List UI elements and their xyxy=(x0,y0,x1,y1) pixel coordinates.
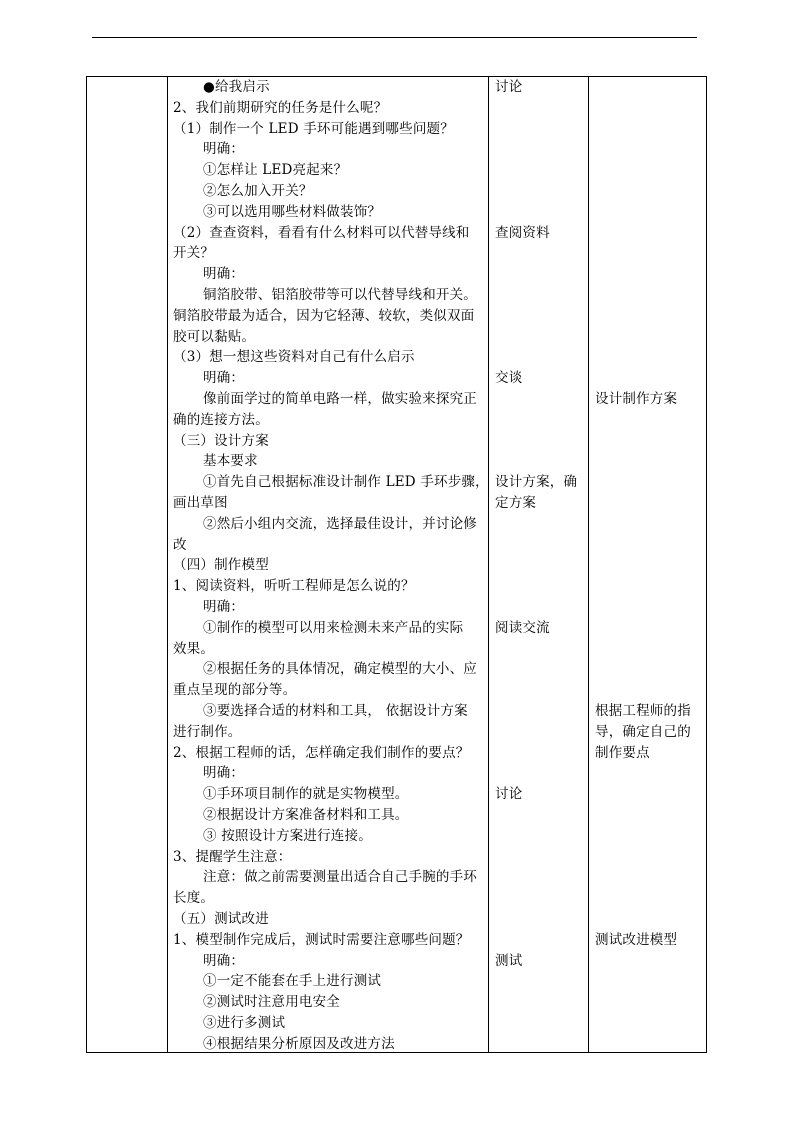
content-line: ①制作的模型可以用来检测未来产品的实际 xyxy=(203,619,464,636)
content-line: ②根据任务的具体情况，确定模型的大小、应 xyxy=(203,661,477,678)
content-line: 铜箔胶带最为适合，因为它轻薄、较软，类似双面 xyxy=(173,307,475,324)
content-line: ②怎么加入开关？ xyxy=(203,183,313,199)
activity-text: 阅读交流 xyxy=(495,619,550,636)
content-line: 开关？ xyxy=(173,245,215,262)
content-line: ③可以选用哪些材料做装饰？ xyxy=(203,203,382,220)
intent-text: 根据工程师的指 xyxy=(595,703,691,719)
content-line: 明确： xyxy=(203,370,245,387)
content-line: 铜箔胶带、铝箔胶带等可以代替导线和开关。 xyxy=(203,287,477,303)
content-line: 2、根据工程师的话，怎样确定我们制作的要点？ xyxy=(173,744,470,761)
content-line: ③进行多测试 xyxy=(203,1015,286,1031)
content-line: 注意：做之前需要测量出适合自己手腕的手环 xyxy=(203,869,477,886)
content-line: （四）制作模型 xyxy=(173,557,269,574)
content-line: 2、我们前期研究的任务是什么呢？ xyxy=(173,99,388,116)
activity-text: 讨论 xyxy=(495,79,523,95)
content-line: （2）查查资料，看看有什么材料可以代替导线和 xyxy=(173,224,470,241)
content-line: 重点呈现的部分等。 xyxy=(173,682,297,699)
column-divider xyxy=(588,77,589,1052)
content-line: 明确： xyxy=(203,599,245,615)
content-line: （三）设计方案 xyxy=(173,432,269,449)
content-line: 长度。 xyxy=(173,890,215,907)
content-line: ①首先自己根据标准设计制作 LED 手环步骤， xyxy=(203,474,489,491)
column-divider xyxy=(167,77,168,1052)
activity-text: 讨论 xyxy=(495,786,523,803)
column-divider xyxy=(488,77,489,1052)
content-line: 进行制作。 xyxy=(173,723,242,740)
intent-text: 制作要点 xyxy=(595,744,650,761)
content-line: 确的连接方法。 xyxy=(173,411,269,428)
activity-text: 设计方案，确 xyxy=(495,474,578,491)
content-line: 明确： xyxy=(203,266,245,283)
content-line: 效果。 xyxy=(173,640,215,657)
content-line: ④根据结果分析原因及改进方法 xyxy=(203,1035,395,1052)
content-line: ①怎样让 LED亮起来？ xyxy=(203,162,348,179)
content-line: 1、模型制作完成后，测试时需要注意哪些问题？ xyxy=(173,931,470,948)
content-line: 基本要求 xyxy=(203,453,258,470)
content-line: （1）制作一个 LED 手环可能遇到哪些问题？ xyxy=(173,120,454,137)
lesson-table xyxy=(86,76,707,1053)
activity-text: 测试 xyxy=(495,952,523,969)
header-rule xyxy=(92,37,697,38)
content-line: 明确： xyxy=(203,952,245,969)
content-line: 明确： xyxy=(203,141,245,158)
content-line: ①手环项目制作的就是实物模型。 xyxy=(203,786,409,803)
content-line: 像前面学过的简单电路一样，做实验来探究正 xyxy=(203,391,477,407)
content-line: 3、提醒学生注意： xyxy=(173,848,292,865)
content-line: 1、阅读资料，听听工程师是怎么说的？ xyxy=(173,578,415,595)
content-line: （五）测试改进 xyxy=(173,911,269,927)
content-line: 画出草图 xyxy=(173,495,228,511)
content-line: ①一定不能套在手上进行测试 xyxy=(203,973,382,990)
content-line: ②然后小组内交流，选择最佳设计，并讨论修 xyxy=(203,515,477,532)
content-line: 改 xyxy=(173,536,187,553)
content-line: ●给我启示 xyxy=(203,79,270,95)
activity-text: 查阅资料 xyxy=(495,224,550,241)
content-line: ③要选择合适的材料和工具， 依据设计方案 xyxy=(203,703,468,719)
content-line: 明确： xyxy=(203,765,245,782)
activity-text: 交谈 xyxy=(495,370,523,387)
intent-text: 导，确定自己的 xyxy=(595,723,691,740)
content-line: ②根据设计方案准备材料和工具。 xyxy=(203,807,409,823)
intent-text: 设计制作方案 xyxy=(595,391,678,407)
intent-text: 测试改进模型 xyxy=(595,931,678,948)
activity-text: 定方案 xyxy=(495,495,537,511)
content-line: ②测试时注意用电安全 xyxy=(203,994,340,1011)
content-line: 胶可以黏贴。 xyxy=(173,328,256,345)
content-line: （3）想一想这些资料对自己有什么启示 xyxy=(173,349,415,366)
content-line: ③ 按照设计方案进行连接。 xyxy=(203,827,372,844)
